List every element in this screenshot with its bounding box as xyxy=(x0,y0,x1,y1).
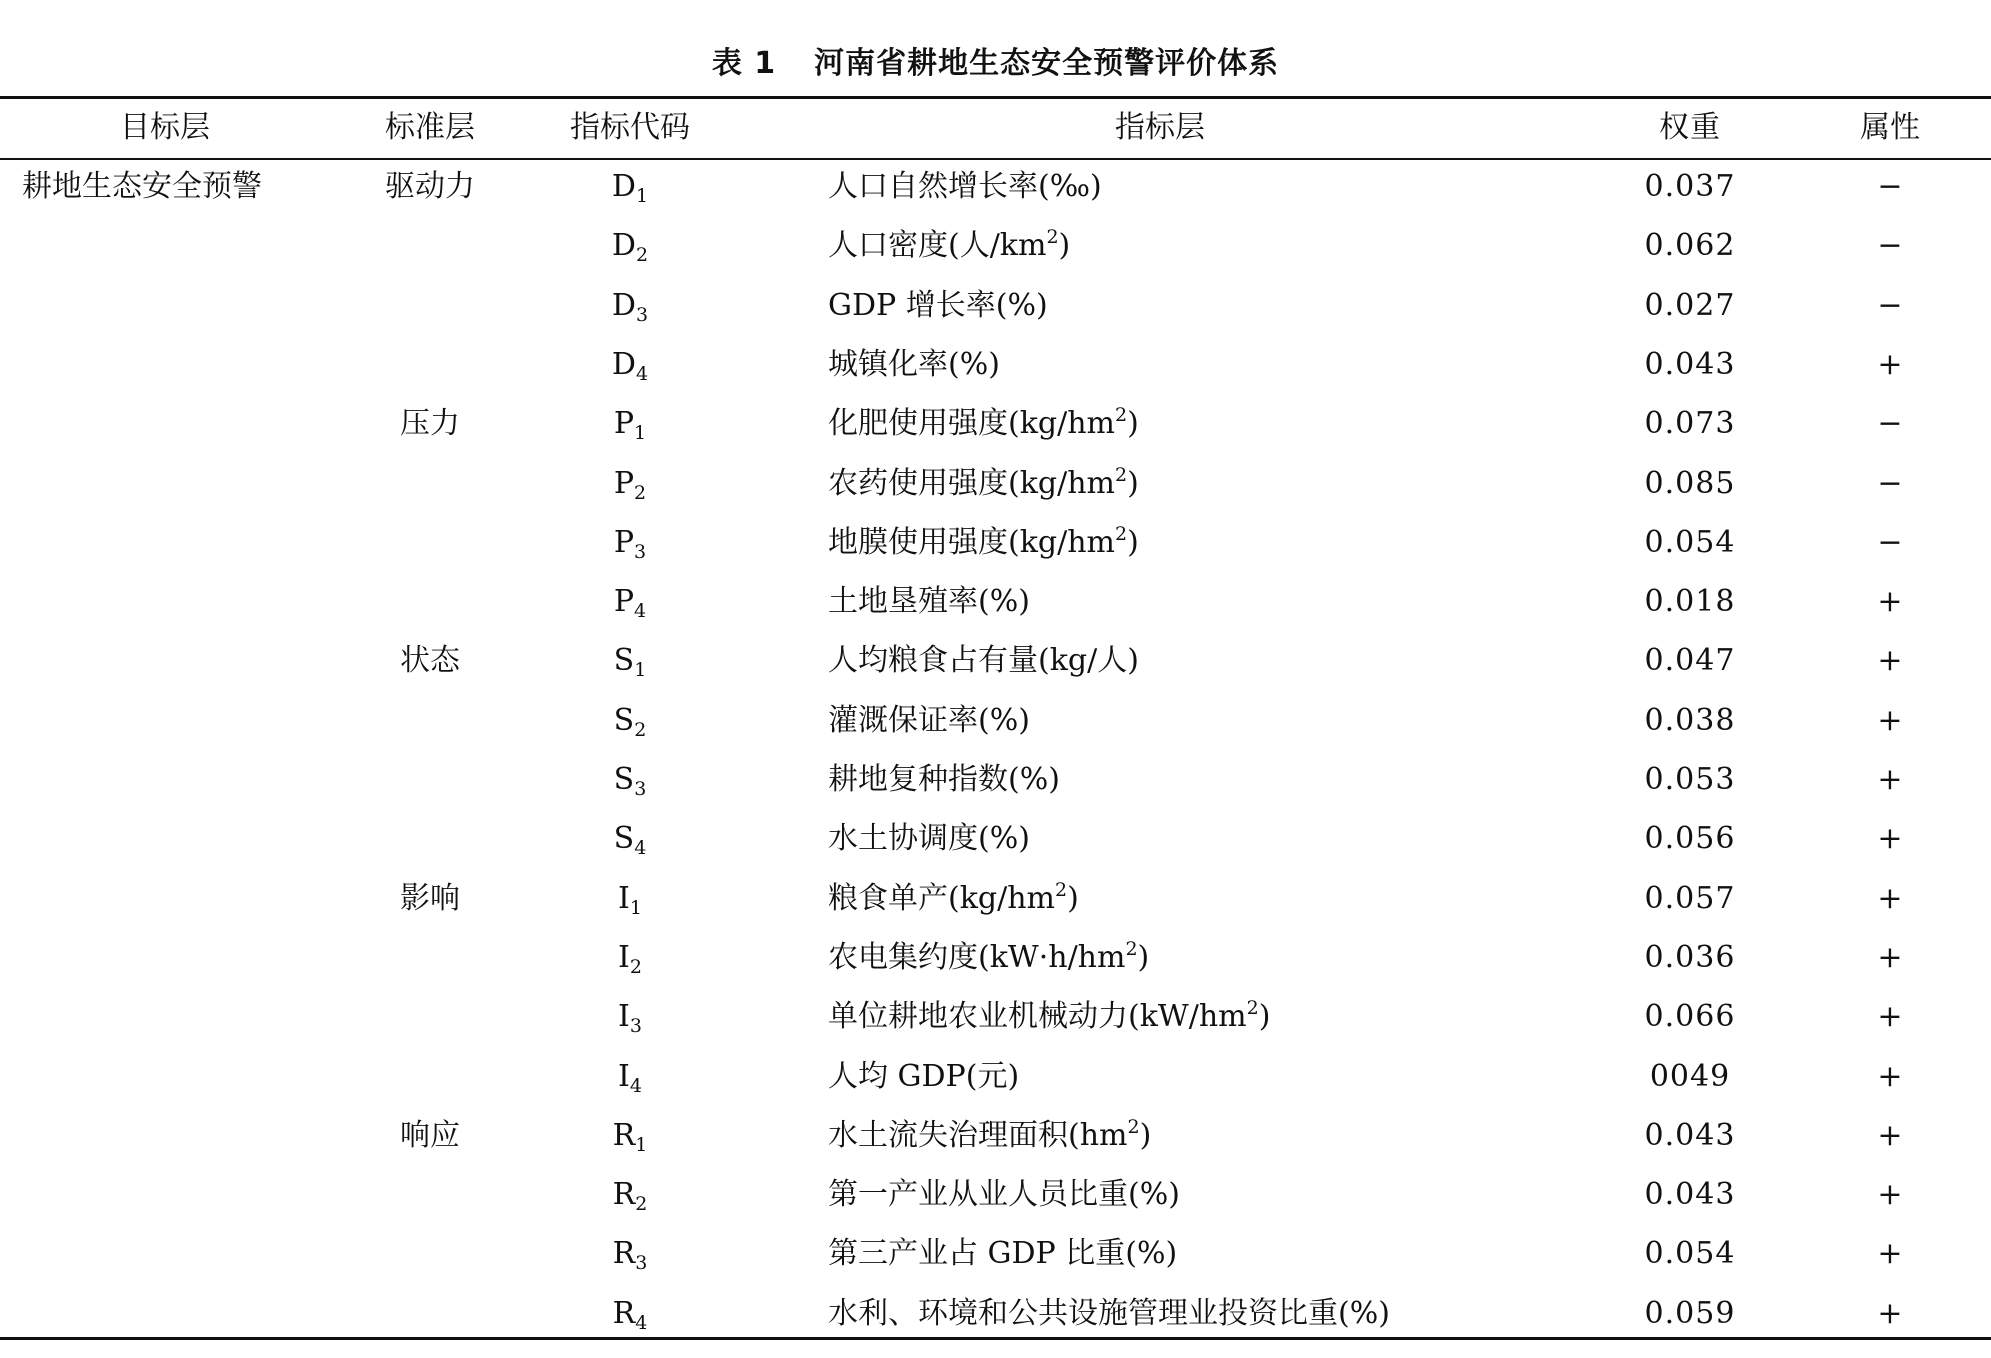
table-row xyxy=(0,1175,1991,1215)
weight-cell: 0.059 xyxy=(1644,1295,1736,1331)
attribute-cell: − xyxy=(1877,228,1903,264)
indicator-code-cell xyxy=(530,641,730,681)
weight-cell: 0.043 xyxy=(1644,1117,1736,1153)
weight-cell: 0.066 xyxy=(1644,999,1736,1035)
indicator-code-subscript: 3 xyxy=(634,540,647,563)
attribute-cell: + xyxy=(1877,939,1903,975)
indicator-unit-superscript: 2 xyxy=(1125,937,1138,960)
indicator-name-text: 农药使用强度(kg/hm xyxy=(828,465,1115,501)
indicator-unit-superscript: 2 xyxy=(1114,522,1128,545)
table-row xyxy=(0,1057,1991,1097)
indicator-code-cell xyxy=(530,1175,730,1215)
indicator-name-text: 人口密度(人/km xyxy=(828,228,1047,264)
indicator-name-cell xyxy=(828,760,1628,800)
weight-cell: 0.057 xyxy=(1644,880,1736,916)
indicator-name-cell xyxy=(828,167,1628,207)
indicator-code-cell xyxy=(530,997,730,1037)
attribute-cell: + xyxy=(1877,880,1903,916)
indicator-name-text: 水利、环境和公共设施管理业投资比重(%) xyxy=(828,1295,1390,1331)
criterion-layer-cell: 影响 xyxy=(400,880,460,916)
indicator-unit-superscript: 2 xyxy=(1127,1115,1140,1138)
indicator-name-text: 水土流失治理面积(hm xyxy=(828,1117,1128,1153)
indicator-name-close: ) xyxy=(1258,999,1271,1035)
weight-cell: 0.027 xyxy=(1644,287,1736,323)
indicator-name-text: 城镇化率(%) xyxy=(828,346,1000,382)
indicator-unit-superscript: 2 xyxy=(1114,463,1128,486)
weight-cell: 0.047 xyxy=(1644,643,1736,679)
indicator-name-cell xyxy=(828,1294,1628,1334)
indicator-name-close: ) xyxy=(1067,880,1079,916)
criterion-layer-cell: 状态 xyxy=(400,643,460,679)
indicator-code-letter: D xyxy=(611,169,636,204)
indicator-name-cell xyxy=(828,1175,1628,1215)
indicator-code-letter: I xyxy=(618,939,630,975)
header-indicator-code: 指标代码 xyxy=(570,110,690,145)
header-indicator-layer: 指标层 xyxy=(1115,110,1205,145)
indicator-code-subscript: 1 xyxy=(634,422,647,445)
table-row xyxy=(0,1294,1991,1334)
indicator-name-close: ) xyxy=(1127,524,1139,560)
indicator-code-subscript: 1 xyxy=(629,896,642,919)
indicator-code-subscript: 2 xyxy=(634,481,647,504)
indicator-unit-superscript: 2 xyxy=(1114,404,1128,427)
table-row xyxy=(0,819,1991,859)
indicator-name-cell xyxy=(828,582,1628,622)
indicator-name-text: 土地垦殖率(%) xyxy=(828,584,1030,620)
table-caption xyxy=(0,38,1991,82)
indicator-code-cell xyxy=(530,1294,730,1334)
table-caption-label: 表 1 xyxy=(711,46,777,81)
attribute-cell: + xyxy=(1877,1058,1903,1094)
indicator-code-subscript: 1 xyxy=(635,185,649,207)
indicator-name-text: 农电集约度(kW·h/hm xyxy=(828,939,1126,975)
indicator-name-text: 人口自然增长率(‰) xyxy=(828,169,1102,204)
indicator-code-cell xyxy=(530,760,730,800)
indicator-code-subscript: 2 xyxy=(635,244,649,267)
indicator-code-letter: D xyxy=(611,346,636,382)
indicator-code-cell xyxy=(530,582,730,622)
indicator-code-subscript: 2 xyxy=(634,718,647,741)
indicator-code-subscript: 3 xyxy=(635,1252,648,1275)
attribute-cell: + xyxy=(1877,999,1903,1035)
weight-cell: 0049 xyxy=(1649,1058,1731,1094)
indicator-unit-superscript: 2 xyxy=(1246,997,1259,1020)
indicator-code-subscript: 1 xyxy=(635,1133,648,1156)
weight-cell: 0.054 xyxy=(1644,524,1736,560)
attribute-cell: − xyxy=(1877,169,1903,204)
header-weight: 权重 xyxy=(1659,110,1721,145)
indicator-code-subscript: 1 xyxy=(634,659,647,682)
table-row xyxy=(0,701,1991,741)
goal-layer-cell: 耕地生态安全预警 xyxy=(22,169,262,204)
table-caption-title: 河南省耕地生态安全预警评价体系 xyxy=(814,46,1280,81)
indicator-name-cell xyxy=(828,226,1628,266)
indicator-unit-superscript: 2 xyxy=(1054,878,1068,901)
indicator-name-close: ) xyxy=(1139,1117,1152,1153)
weight-cell: 0.018 xyxy=(1644,584,1736,620)
attribute-cell: + xyxy=(1877,702,1903,738)
indicator-name-cell xyxy=(828,523,1628,563)
indicator-code-letter: R xyxy=(612,1295,636,1331)
indicator-code-cell xyxy=(530,819,730,859)
indicator-name-text: 人均粮食占有量(kg/人) xyxy=(828,643,1139,679)
indicator-name-text: 地膜使用强度(kg/hm xyxy=(828,524,1115,560)
table-row xyxy=(0,1116,1991,1156)
table-row xyxy=(0,997,1991,1037)
header-criterion-layer: 标准层 xyxy=(385,110,475,145)
indicator-code-letter: R xyxy=(612,1177,636,1213)
indicator-code-cell xyxy=(530,404,730,444)
indicator-code-letter: S xyxy=(613,821,635,857)
indicator-name-close: ) xyxy=(1127,406,1139,442)
indicator-name-cell xyxy=(828,701,1628,741)
weight-cell: 0.054 xyxy=(1644,1236,1736,1272)
attribute-cell: − xyxy=(1877,287,1903,323)
indicator-name-text: GDP 增长率(%) xyxy=(828,287,1048,323)
indicator-code-subscript: 4 xyxy=(634,600,647,623)
indicator-name-cell xyxy=(828,1234,1628,1274)
indicator-code-letter: R xyxy=(612,1117,636,1153)
table-row xyxy=(0,226,1991,266)
header-goal-layer: 目标层 xyxy=(120,110,210,145)
indicator-name-cell xyxy=(828,286,1628,326)
indicator-name-text: 第一产业从业人员比重(%) xyxy=(828,1177,1180,1213)
indicator-name-cell xyxy=(828,641,1628,681)
table-row xyxy=(0,582,1991,622)
indicator-name-cell xyxy=(828,819,1628,859)
indicator-code-subscript: 4 xyxy=(634,837,647,860)
table-row xyxy=(0,1234,1991,1274)
indicator-code-subscript: 2 xyxy=(635,1193,648,1216)
header-attribute: 属性 xyxy=(1860,110,1920,145)
indicator-name-cell xyxy=(828,1057,1628,1097)
indicator-code-letter: P xyxy=(613,524,635,560)
weight-cell: 0.037 xyxy=(1644,169,1736,204)
table-row xyxy=(0,167,1991,207)
indicator-code-letter: P xyxy=(613,406,635,442)
indicator-code-cell xyxy=(530,1234,730,1274)
table-row xyxy=(0,464,1991,504)
table-row xyxy=(0,641,1991,681)
table-row xyxy=(0,345,1991,385)
weight-cell: 0.073 xyxy=(1644,406,1736,442)
indicator-name-cell xyxy=(828,464,1628,504)
table-row xyxy=(0,404,1991,444)
attribute-cell: − xyxy=(1877,524,1903,560)
table-top-rule xyxy=(0,96,1991,99)
table-row xyxy=(0,523,1991,563)
indicator-code-cell xyxy=(530,345,730,385)
indicator-name-cell xyxy=(828,997,1628,1037)
table-row xyxy=(0,879,1991,919)
indicator-code-cell xyxy=(530,701,730,741)
indicator-code-letter: S xyxy=(613,702,635,738)
table-row xyxy=(0,938,1991,978)
indicator-name-cell xyxy=(828,938,1628,978)
indicator-name-text: 粮食单产(kg/hm xyxy=(828,880,1055,916)
indicator-code-cell xyxy=(530,167,730,207)
indicator-code-letter: I xyxy=(618,880,630,916)
indicator-name-close: ) xyxy=(1127,465,1139,501)
table-row xyxy=(0,286,1991,326)
indicator-unit-superscript: 2 xyxy=(1046,226,1059,249)
indicator-name-cell xyxy=(828,879,1628,919)
indicator-code-cell xyxy=(530,879,730,919)
indicator-name-close: ) xyxy=(1058,228,1071,264)
attribute-cell: + xyxy=(1877,1117,1903,1153)
indicator-code-cell xyxy=(530,1116,730,1156)
indicator-name-text: 人均 GDP(元) xyxy=(828,1058,1020,1094)
criterion-layer-cell: 压力 xyxy=(400,406,460,442)
table-row xyxy=(0,760,1991,800)
table-header-rule xyxy=(0,158,1991,160)
weight-cell: 0.036 xyxy=(1644,939,1736,975)
indicator-code-subscript: 4 xyxy=(635,362,649,385)
indicator-code-cell xyxy=(530,523,730,563)
indicator-code-subscript: 3 xyxy=(634,778,647,800)
indicator-code-letter: D xyxy=(611,228,636,264)
indicator-name-text: 水土协调度(%) xyxy=(828,821,1030,857)
table-header-row xyxy=(0,108,1991,148)
indicator-code-letter: P xyxy=(613,584,635,620)
indicator-name-text: 化肥使用强度(kg/hm xyxy=(828,406,1115,442)
criterion-layer-cell: 响应 xyxy=(400,1117,460,1153)
indicator-code-cell xyxy=(530,464,730,504)
attribute-cell: + xyxy=(1877,1177,1903,1213)
indicator-code-subscript: 4 xyxy=(629,1074,642,1097)
indicator-name-text: 第三产业占 GDP 比重(%) xyxy=(828,1236,1178,1272)
indicator-code-letter: D xyxy=(611,287,636,323)
indicator-code-subscript: 2 xyxy=(629,955,642,978)
indicator-code-cell xyxy=(530,1057,730,1097)
attribute-cell: + xyxy=(1877,1236,1903,1272)
criterion-layer-cell: 驱动力 xyxy=(385,169,475,204)
indicator-name-cell xyxy=(828,345,1628,385)
weight-cell: 0.043 xyxy=(1644,1177,1736,1213)
attribute-cell: + xyxy=(1877,821,1903,857)
indicator-code-letter: P xyxy=(613,465,635,501)
indicator-code-subscript: 3 xyxy=(635,303,649,326)
attribute-cell: − xyxy=(1877,406,1903,442)
weight-cell: 0.043 xyxy=(1644,346,1736,382)
weight-cell: 0.038 xyxy=(1644,702,1736,738)
indicator-name-text: 耕地复种指数(%) xyxy=(828,762,1060,797)
indicator-name-cell xyxy=(828,404,1628,444)
weight-cell: 0.062 xyxy=(1644,228,1736,264)
weight-cell: 0.053 xyxy=(1644,762,1736,797)
indicator-code-letter: R xyxy=(612,1236,636,1272)
indicator-name-close: ) xyxy=(1137,939,1150,975)
weight-cell: 0.085 xyxy=(1644,465,1736,501)
indicator-code-subscript: 4 xyxy=(635,1311,648,1334)
attribute-cell: + xyxy=(1877,1295,1903,1331)
attribute-cell: − xyxy=(1877,465,1903,501)
attribute-cell: + xyxy=(1877,643,1903,679)
indicator-code-subscript: 3 xyxy=(629,1015,642,1038)
indicator-code-cell xyxy=(530,286,730,326)
indicator-name-cell xyxy=(828,1116,1628,1156)
indicator-code-cell xyxy=(530,226,730,266)
indicator-name-text: 单位耕地农业机械动力(kW/hm xyxy=(828,999,1247,1035)
attribute-cell: + xyxy=(1877,346,1903,382)
attribute-cell: + xyxy=(1877,762,1903,797)
indicator-code-letter: I xyxy=(618,999,630,1035)
attribute-cell: + xyxy=(1877,584,1903,620)
indicator-name-text: 灌溉保证率(%) xyxy=(828,702,1030,738)
weight-cell: 0.056 xyxy=(1644,821,1736,857)
indicator-code-letter: S xyxy=(613,762,635,797)
indicator-code-cell xyxy=(530,938,730,978)
indicator-code-letter: S xyxy=(613,643,635,679)
table-bottom-rule xyxy=(0,1337,1991,1340)
indicator-code-letter: I xyxy=(618,1058,630,1094)
